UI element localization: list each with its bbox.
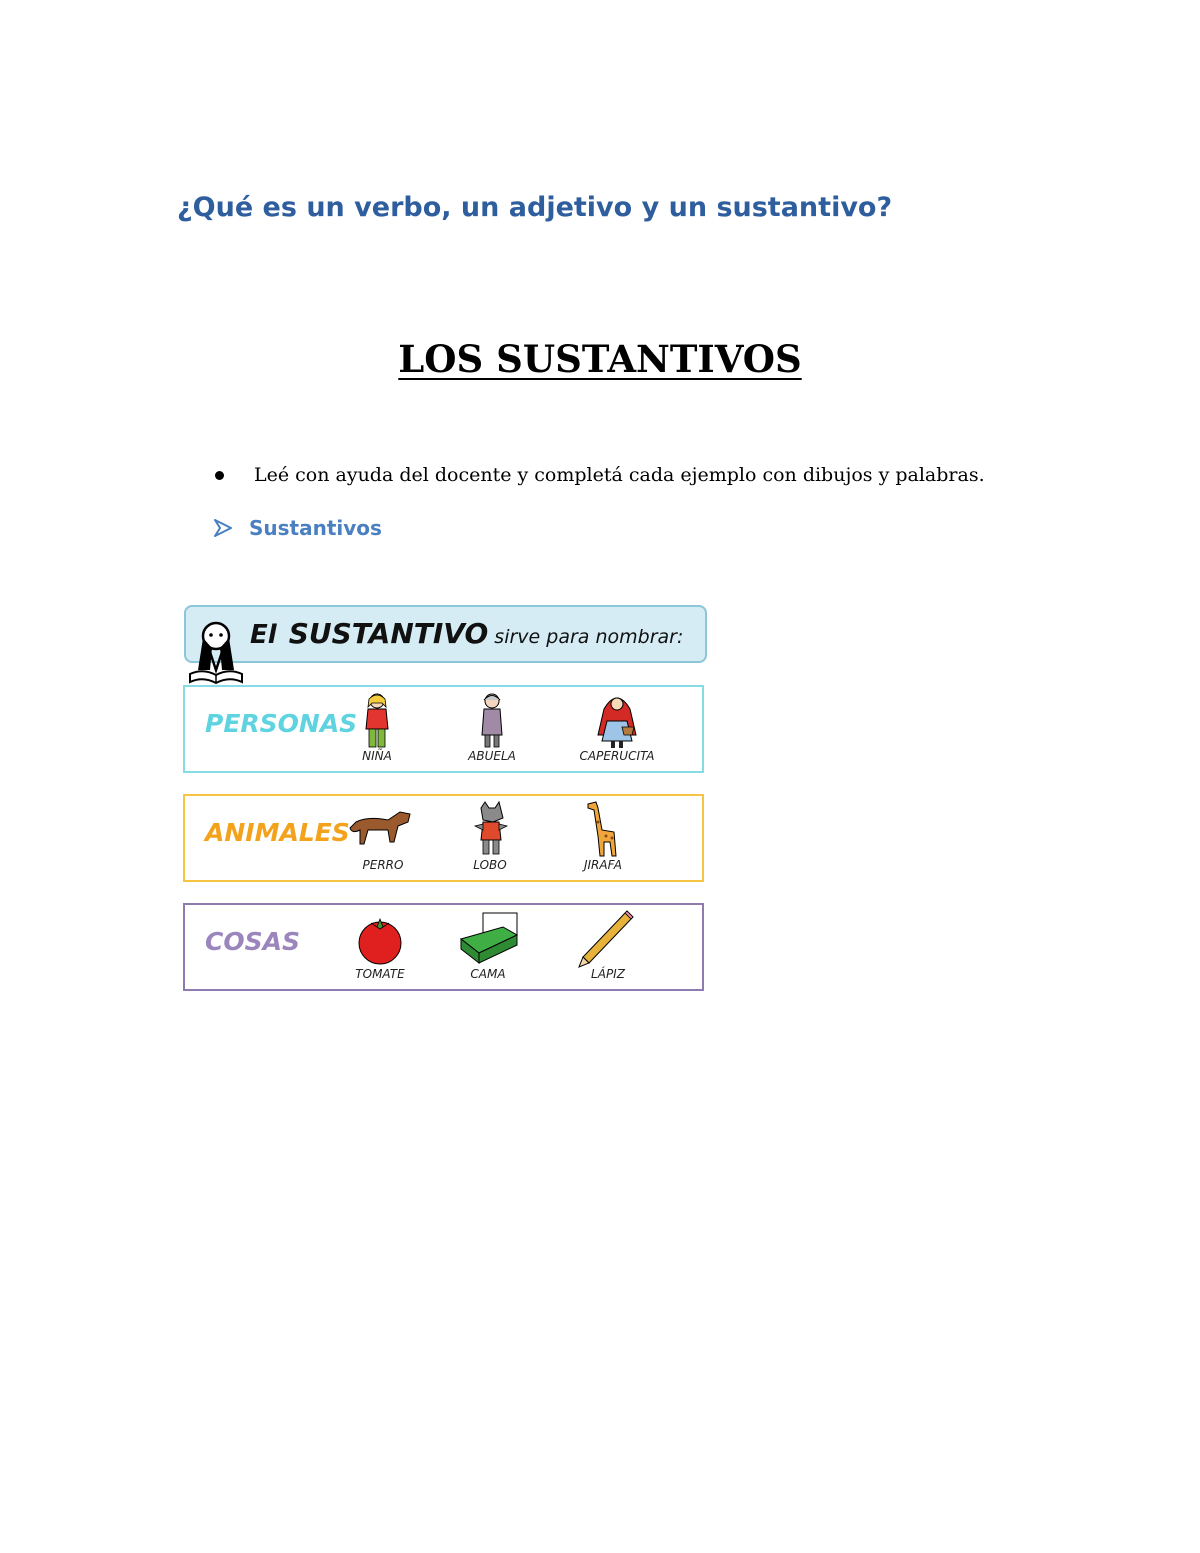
item-label: CAMA xyxy=(470,967,506,981)
banner-rest: sirve para nombrar: xyxy=(494,626,684,648)
bullet-icon xyxy=(215,471,224,480)
category-label: ANIMALES xyxy=(205,818,350,847)
item-caperucita xyxy=(562,687,672,771)
item-label: ABUELA xyxy=(468,749,516,763)
infographic-banner xyxy=(184,605,707,663)
category-cosas xyxy=(183,903,704,991)
item-label: JIRAFA xyxy=(583,858,623,872)
arrow-bullet-icon xyxy=(214,519,232,537)
item-nina xyxy=(322,687,432,771)
bed-icon xyxy=(433,909,543,969)
category-personas xyxy=(183,685,704,773)
item-lapiz xyxy=(553,905,663,989)
page-heading: ¿Qué es un verbo, un adjetivo y un sustantivo? xyxy=(177,192,893,223)
item-label: LÁPIZ xyxy=(591,967,625,981)
item-label: LOBO xyxy=(473,858,507,872)
pencil-icon xyxy=(553,909,663,969)
category-label: COSAS xyxy=(205,927,300,956)
item-lobo xyxy=(435,796,545,880)
banner-sustantivo: SUSTANTIVO xyxy=(288,617,489,650)
subheading-text: Sustantivos xyxy=(249,516,382,540)
bullet-text: Leé con ayuda del docente y completá cada ejemplo con dibujos y palabras. xyxy=(254,464,985,486)
banner-text xyxy=(250,617,683,650)
item-label: PERRO xyxy=(362,858,404,872)
giraffe-icon xyxy=(548,800,658,860)
item-label: CAPERUCITA xyxy=(579,749,655,763)
girl-icon xyxy=(322,691,432,751)
tomato-icon xyxy=(325,909,435,969)
item-abuela xyxy=(437,687,547,771)
sustantivo-infographic xyxy=(180,600,710,995)
item-cama xyxy=(433,905,543,989)
banner-el: El xyxy=(250,620,277,650)
reading-child-icon xyxy=(186,618,246,686)
item-label: NIÑA xyxy=(362,749,392,763)
bullet-item xyxy=(212,464,985,486)
category-animales xyxy=(183,794,704,882)
section-title: LOS SUSTANTIVOS xyxy=(398,337,802,381)
item-perro xyxy=(328,796,438,880)
wolf-icon xyxy=(435,800,545,860)
item-jirafa xyxy=(548,796,658,880)
category-label: PERSONAS xyxy=(205,709,358,738)
subheading-item xyxy=(214,516,382,540)
item-label: TOMATE xyxy=(355,967,405,981)
red-riding-hood-icon xyxy=(562,691,672,751)
dog-icon xyxy=(328,800,438,860)
grandmother-icon xyxy=(437,691,547,751)
item-tomate xyxy=(325,905,435,989)
